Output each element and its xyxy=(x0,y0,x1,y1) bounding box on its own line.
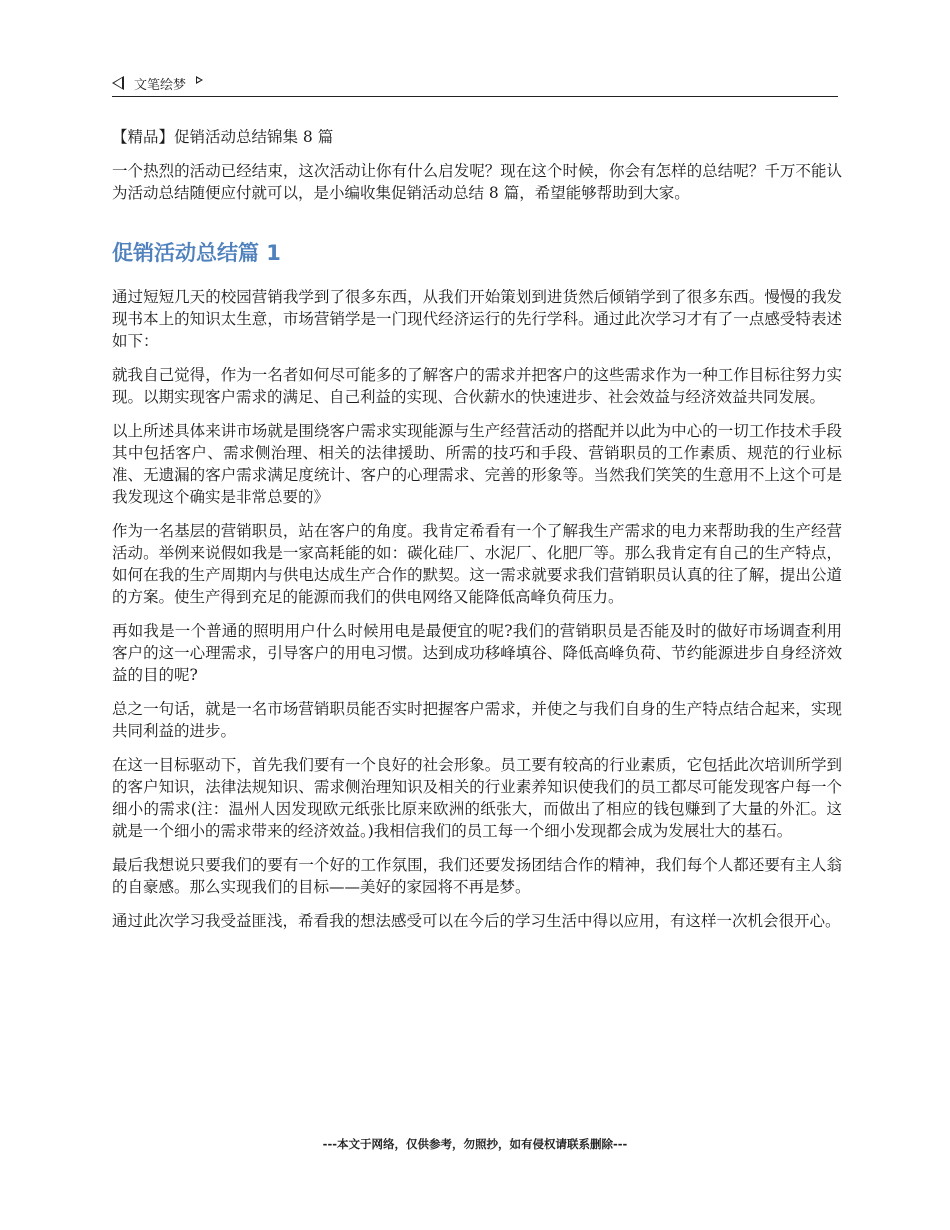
intro-paragraph: 一个热烈的活动已经结束，这次活动让你有什么启发呢？现在这个时候，你会有怎样的总结呢？千万不能认为活动总结随便应付就可以，是小编收集促销活动总结 8 篇，希望能够帮助到大家。 xyxy=(112,162,842,202)
paragraph: 通过此次学习我受益匪浅，希看我的想法感受可以在今后的学习生活中得以应用，有这样一次机会很开心。 xyxy=(112,912,841,930)
paragraph: 通过短短几天的校园营销我学到了很多东西，从我们开始策划到进货然后倾销学到了很多东西。慢慢的我发现书本上的知识太生意，市场营销学是一门现代经济运行的先行学科。通过此次学习才有了一点感受特表述如下： xyxy=(112,288,842,350)
page-footer: ---本文于网络，仅供参考，勿照抄，如有侵权请联系删除--- xyxy=(322,1137,628,1151)
triangle-left-icon xyxy=(112,76,124,90)
paragraph: 以上所述具体来讲市场就是围绕客户需求实现能源与生产经营活动的搭配并以此为中心的一切工作技术手段其中包括客户、需求侧治理、相关的法律援助、所需的技巧和手段、营销职员的工作素质、规范的行业标准、无遗漏的客户需求满足度统计、客户的心理需求、完善的形象等。当然我们笑笑的生意用不上这个可是我发现这个确实是非常总要的》 xyxy=(112,422,842,506)
paragraph: 作为一名基层的营销职员，站在客户的角度。我肯定希看有一个了解我生产需求的电力来帮助我的生产经营活动。举例来说假如我是一家高耗能的如：碳化硅厂、水泥厂、化肥厂等。那么我肯定有自己的生产特点，如何在我的生产周期内与供电达成生产合作的默契。这一需求就要求我们营销职员认真的往了解，提出公道的方案。使生产得到充足的能源而我们的供电网络又能降低高峰负荷压力。 xyxy=(112,522,842,606)
triangle-right-icon xyxy=(196,76,203,84)
document-title: 【精品】促销活动总结锦集 8 篇 xyxy=(112,128,334,146)
header-brand: 文笔绘梦 xyxy=(134,77,187,93)
paragraph: 再如我是一个普通的照明用户什么时候用电是最便宜的呢?我们的营销职员是否能及时的做好市场调查利用客户的这一心理需求，引导客户的用电习惯。达到成功移峰填谷、降低高峰负荷、节约能源进步自身经济效益的目的呢? xyxy=(112,622,842,684)
paragraph: 在这一目标驱动下，首先我们要有一个良好的社会形象。员工要有较高的行业素质，它包括此次培训所学到的客户知识，法律法规知识、需求侧治理知识及相关的行业素养知识使我们的员工都尽可能发现客户每一个细小的需求(注：温州人因发现欧元纸张比原来欧洲的纸张大，而做出了相应的钱包赚到了大量的外汇。这就是一个细小的需求带来的经济效益。)我相信我们的员工每一个细小发现都会成为发展壮大的基石。 xyxy=(112,756,842,840)
paragraph: 总之一句话，就是一名市场营销职员能否实时把握客户需求，并使之与我们自身的生产特点结合起来，实现共同利益的进步。 xyxy=(112,700,842,740)
page-header xyxy=(112,70,838,97)
section-heading: 促销活动总结篇 1 xyxy=(112,241,281,265)
paragraph: 最后我想说只要我们的要有一个好的工作氛围，我们还要发扬团结合作的精神，我们每个人都还要有主人翁的自豪感。那么实现我们的目标——美好的家园将不再是梦。 xyxy=(112,856,842,896)
document-body xyxy=(112,126,842,944)
paragraph: 就我自己觉得，作为一名者如何尽可能多的了解客户的需求并把客户的这些需求作为一种工作目标往努力实现。以期实现客户需求的满足、自己利益的实现、合伙薪水的快速进步、社会效益与经济效益共同发展。 xyxy=(112,366,842,406)
